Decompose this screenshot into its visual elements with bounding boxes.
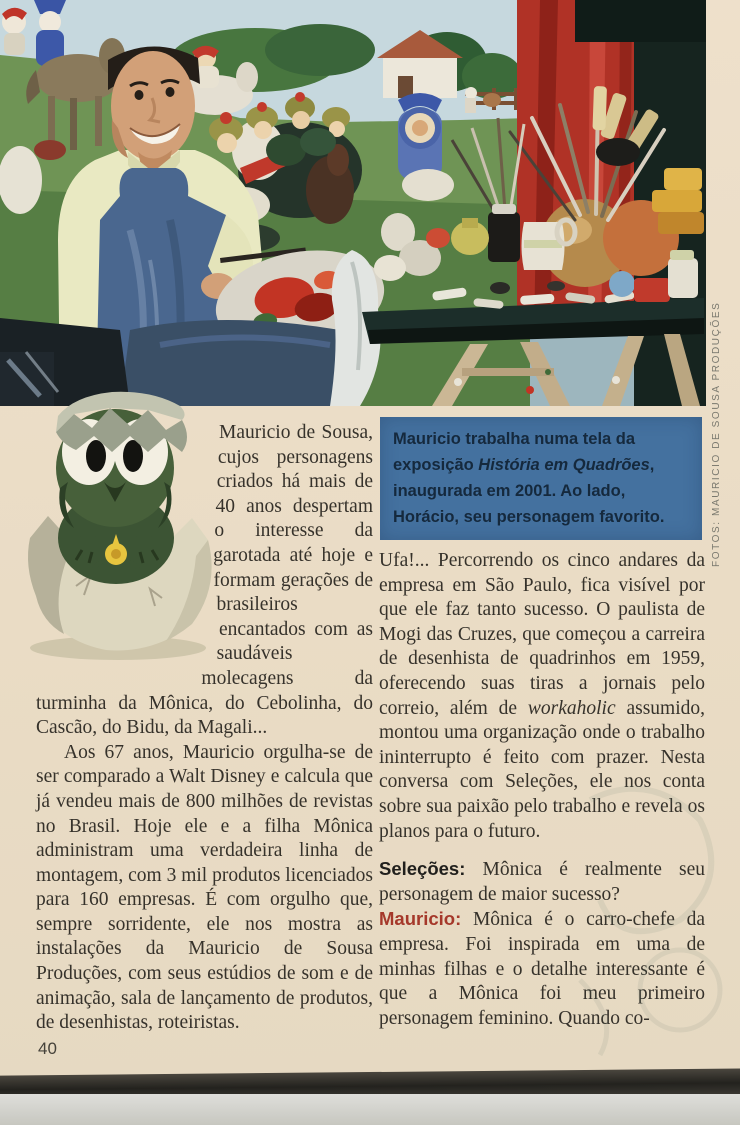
photo-credit: FOTOS: MAURICIO DE SOUSA PRODUÇÕES bbox=[711, 301, 722, 567]
caption-text-end: , inaugurada em 2001. Ao lado, Horácio, seu personagem favorito. bbox=[393, 456, 665, 526]
interviewee-label: Mauricio: bbox=[379, 908, 462, 930]
caption-text: Mauricio trabalha numa tela da exposição bbox=[393, 430, 636, 474]
interviewer-label: Seleções: bbox=[379, 858, 466, 880]
interview-answer bbox=[379, 907, 705, 1031]
right-paragraph-1-text: Ufa!... Percorrendo os cinco andares da empresa em São Paulo, fica visível por que ele faz tanto sucesso. O paulista de Mogi das Cruzes, que começou a carreira de desenhista de quadrinhos em 1959, oferecendo suas tiras a jornais pelo correio, além de bbox=[379, 550, 705, 719]
left-paragraph-2: Aos 67 anos, Mauricio orgulha-se de ser comparado a Walt Disney e calcula que já vendeu mais de 800 milhões de revistas no Brasil. Hoje ele e a filha Mônica administram uma verdadeira linha de montagem, com 3 mil produtos licenciados para 160 empresas. É com orgulho que, sempre sorridente, ele nos mostra as instalações da Mauricio de Sousa Produções, com seus estúdios de som e de animação, sala de lançamento de produtos, de desenhistas, roteiristas. bbox=[36, 741, 373, 1034]
scanner-background bbox=[0, 1094, 740, 1125]
article-right-column bbox=[379, 549, 705, 1031]
photo-caption-box bbox=[380, 417, 702, 540]
interview-question bbox=[379, 857, 705, 907]
studio-photo-illustration bbox=[0, 0, 706, 406]
left-paragraph-1: Mauricio de Sousa, cujos personagens criados há mais de 40 anos despertam o interesse da garotada até hoje e formam gerações de brasileiros encantados com as saudáveis molecagens da turminha da Mônica, do Cebolinha, do Cascão, do Bidu, da Magali... bbox=[36, 422, 373, 739]
question-text: Mônica é realmente seu personagem de maior sucesso? bbox=[379, 859, 705, 905]
right-paragraph-1 bbox=[379, 549, 705, 844]
answer-text: Mônica é o carro-chefe da empresa. Foi inspirada em uma de minhas filhas e o detalhe interessante é que a Mônica foi meu primeiro personagem feminino. Quando co- bbox=[379, 909, 705, 1029]
workaholic-italic: workaholic bbox=[527, 697, 616, 719]
horacio-illustration bbox=[12, 386, 224, 662]
page-number: 40 bbox=[38, 1039, 57, 1058]
caption-exhibition-title: História em Quadrões bbox=[478, 456, 650, 474]
mauricio-studio-photo bbox=[0, 0, 706, 406]
right-paragraph-1-end: assumido, montou uma organização onde o trabalho ininterrupto é feito com prazer. Nesta conversa com Seleções, ele nos conta sobre sua paixão pelo trabalho e revela os planos para o futuro. bbox=[379, 697, 705, 842]
horacio-hatching-egg bbox=[12, 386, 224, 662]
